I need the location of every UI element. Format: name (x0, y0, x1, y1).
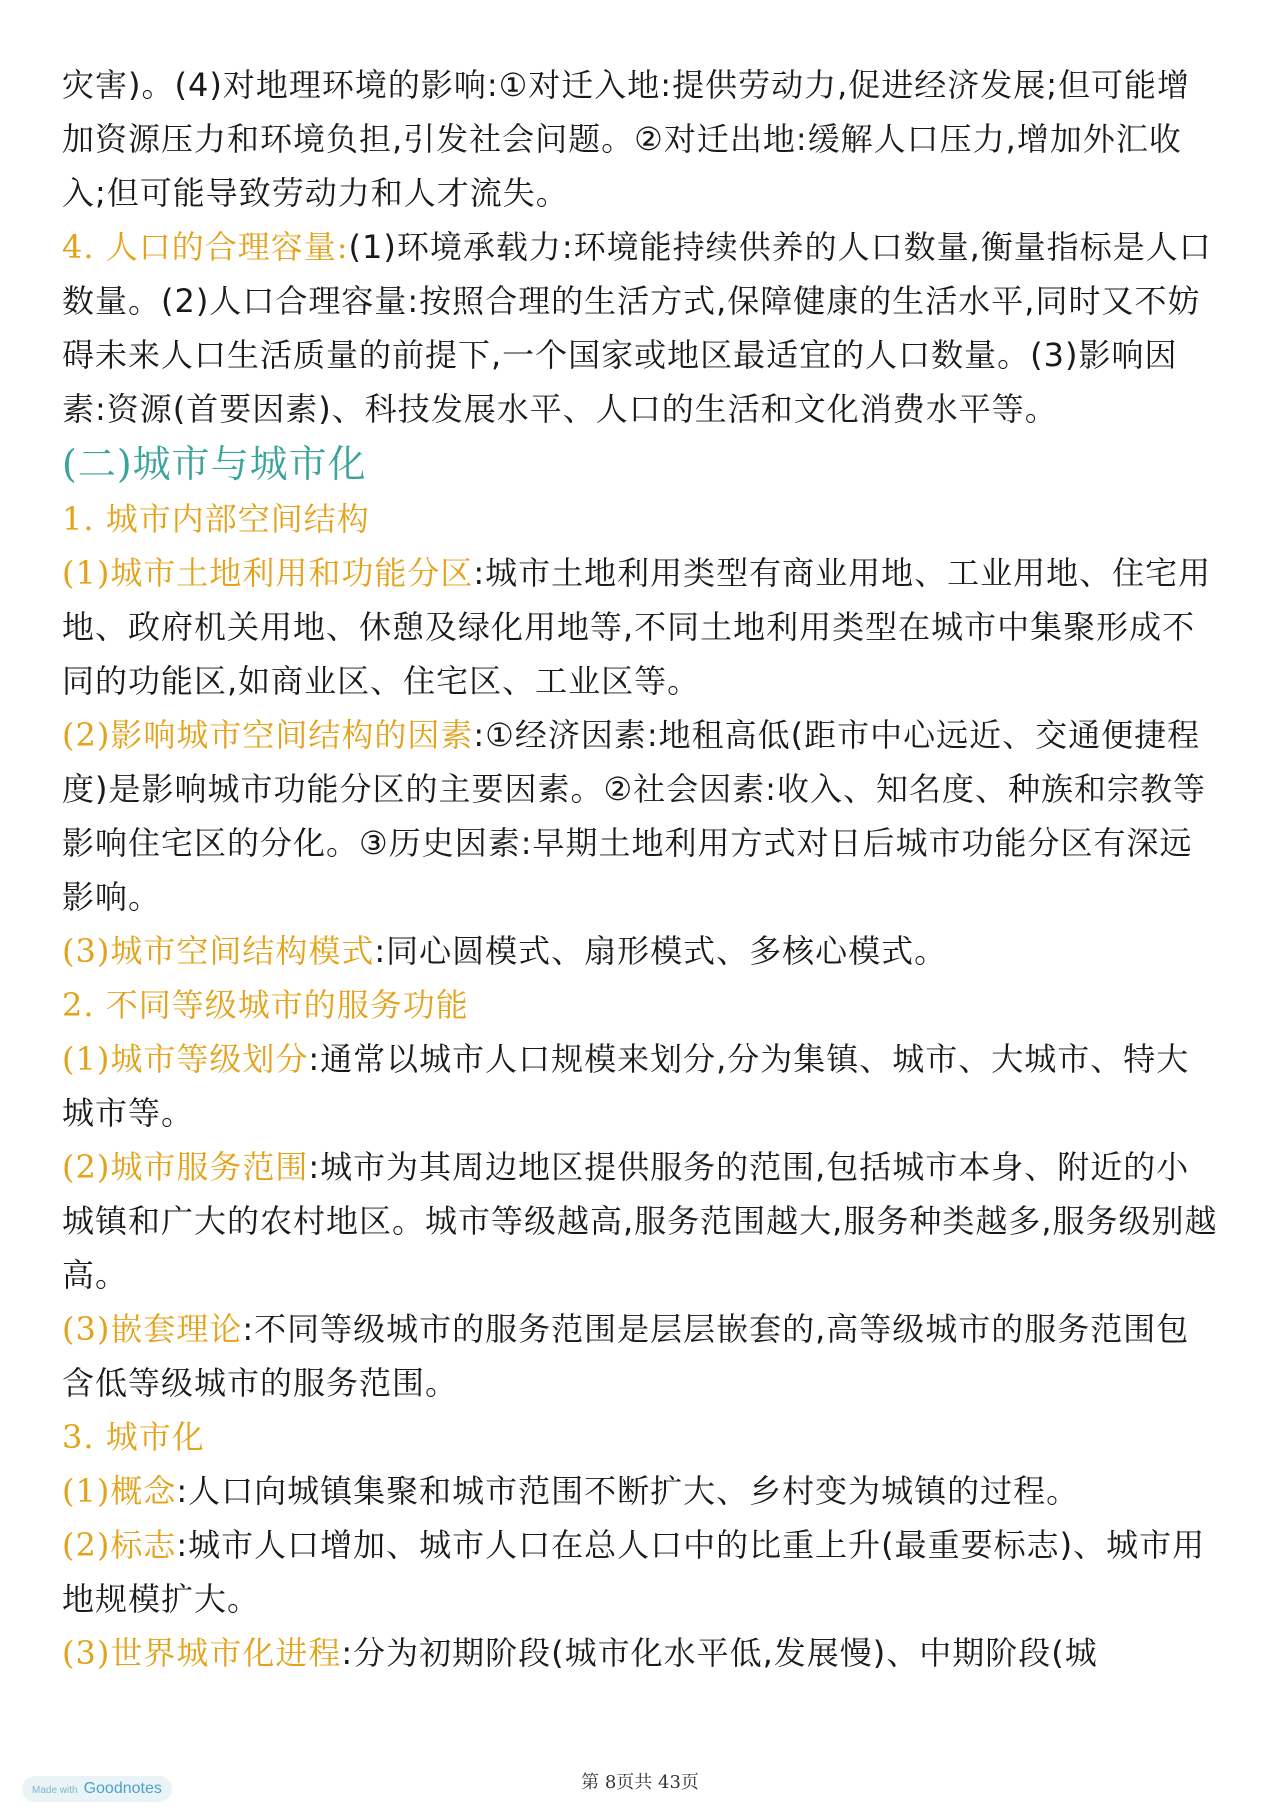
paragraph-population-capacity (62, 220, 1222, 436)
paragraph-text: :城市土地利用类型有商业用地、工业用地、住宅用地、政府机关用地、休憩及绿化用地等,不同土地利用类型在城市中集聚形成不同的功能区,如商业区、住宅区、工业区等。 (62, 554, 1212, 700)
paragraph-concept (62, 1464, 1222, 1518)
paragraph-text: :同心圆模式、扇形模式、多核心模式。 (374, 932, 948, 970)
goodnotes-badge (22, 1776, 172, 1802)
paragraph-world-process (62, 1626, 1222, 1680)
page-number: 第 8页共 43页 (581, 1772, 699, 1793)
section-heading: (二)城市与城市化 (62, 442, 367, 486)
subheading-urbanization: 3. 城市化 (62, 1418, 205, 1456)
key-term: (3)嵌套理论 (62, 1310, 243, 1348)
goodnotes-logo: Goodnotes (83, 1780, 162, 1797)
key-term: (2)标志 (62, 1526, 177, 1564)
key-term: (3)城市空间结构模式 (62, 932, 375, 970)
paragraph-text: :不同等级城市的服务范围是层层嵌套的,高等级城市的服务范围包含低等级城市的服务范围。 (62, 1310, 1190, 1402)
paragraph-text: :人口向城镇集聚和城市范围不断扩大、乡村变为城镇的过程。 (176, 1472, 1080, 1510)
key-term: (1)城市等级划分 (62, 1040, 309, 1078)
paragraph-text: :分为初期阶段(城市化水平低,发展慢)、中期阶段(城 (341, 1634, 1098, 1672)
key-term: (2)城市服务范围 (62, 1148, 309, 1186)
paragraph-city-grading (62, 1032, 1222, 1140)
paragraph-nesting-theory (62, 1302, 1222, 1410)
key-term: (2)影响城市空间结构的因素 (62, 716, 474, 754)
key-term: 4. 人口的合理容量: (62, 228, 349, 266)
paragraph-text: :通常以城市人口规模来划分,分为集镇、城市、大城市、特大城市等。 (62, 1040, 1190, 1132)
key-term: (1)城市土地利用和功能分区 (62, 554, 474, 592)
badge-caption: Made with (32, 1785, 78, 1796)
note-page (62, 58, 1222, 1680)
key-term: (1)概念 (62, 1472, 177, 1510)
paragraph-text: :城市为其周边地区提供服务的范围,包括城市本身、附近的小城镇和广大的农村地区。城市等级越高,服务范围越大,服务种类越多,服务级别越高。 (62, 1148, 1218, 1294)
paragraph-text: :①经济因素:地租高低(距市中心远近、交通便捷程度)是影响城市功能分区的主要因素。②社会因素:收入、知名度、种族和宗教等影响住宅区的分化。③历史因素:早期土地利用方式对日后城市功能分区有深远影响。 (62, 716, 1206, 916)
paragraph-service-range (62, 1140, 1222, 1302)
paragraph-models (62, 924, 1222, 978)
paragraph-migration-impact: 灾害)。(4)对地理环境的影响:①对迁入地:提供劳动力,促进经济发展;但可能增加资源压力和环境负担,引发社会问题。②对迁出地:缓解人口压力,增加外汇收入;但可能导致劳动力和人才流失。 (62, 66, 1191, 212)
paragraph-land-use (62, 546, 1222, 708)
paragraph-text: (1)环境承载力:环境能持续供养的人口数量,衡量指标是人口数量。(2)人口合理容量:按照合理的生活方式,保障健康的生活水平,同时又不妨碍未来人口生活质量的前提下,一个国家或地区最适宜的人口数量。(3)影响因素:资源(首要因素)、科技发展水平、人口的生活和文化消费水平等。 (62, 228, 1212, 428)
paragraph-text: :城市人口增加、城市人口在总人口中的比重上升(最重要标志)、城市用地规模扩大。 (62, 1526, 1206, 1618)
paragraph-indicators (62, 1518, 1222, 1626)
subheading-urban-structure: 1. 城市内部空间结构 (62, 500, 370, 538)
key-term: (3)世界城市化进程 (62, 1634, 342, 1672)
subheading-city-levels: 2. 不同等级城市的服务功能 (62, 986, 469, 1024)
paragraph-factors (62, 708, 1222, 924)
